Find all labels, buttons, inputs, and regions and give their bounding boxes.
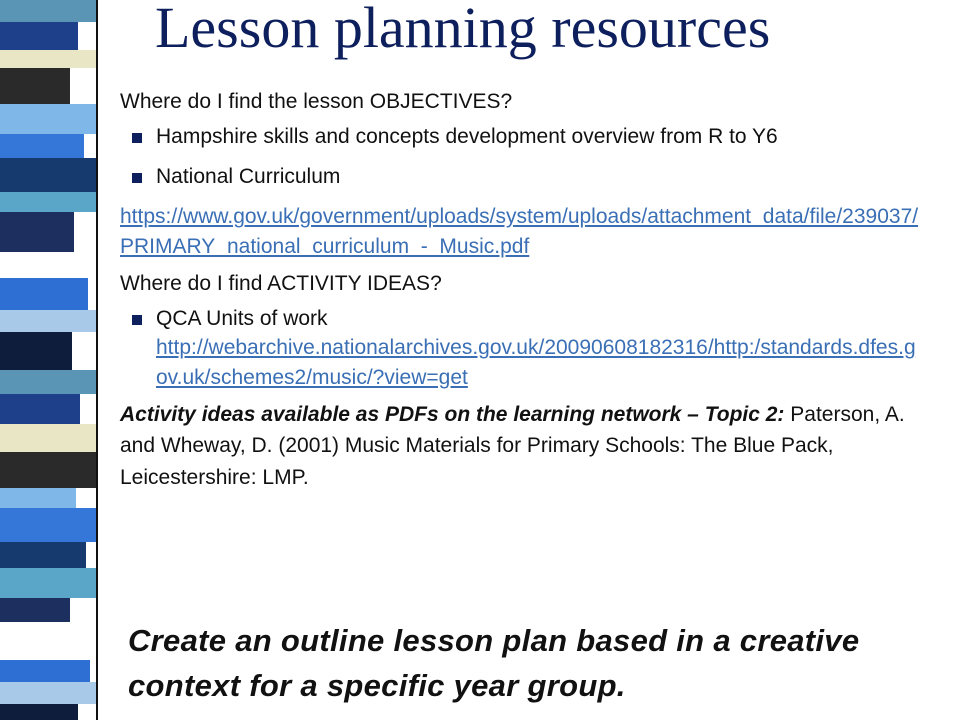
stripe-band [0,424,96,452]
stripe-band [0,50,96,68]
stripe-band [0,278,88,310]
stripe-band [0,192,96,212]
square-bullet-icon [132,173,142,183]
curriculum-link-line [120,202,925,262]
stripe-band [0,332,72,370]
bullet-text: Hampshire skills and concepts development overview from R to Y6 [156,124,778,148]
qca-bullet-item [120,304,925,393]
stripe-band [0,252,96,278]
activity-heading: Where do I find ACTIVITY IDEAS? [120,272,442,295]
stripe-band [0,68,70,104]
slide-body [120,86,925,493]
stripe-band [0,542,86,568]
stripe-band [0,212,74,252]
slide-title: Lesson planning resources [155,0,771,60]
stripe-band [0,158,96,192]
objectives-heading: Where do I find the lesson OBJECTIVES? [120,90,513,113]
stripe-band [0,598,70,622]
bullet-text: National Curriculum [156,164,341,188]
qca-label: QCA Units of work [156,306,328,330]
stripe-band [0,134,84,158]
objectives-bullet-item [120,162,925,192]
stripe-band [0,452,96,488]
stripe-band [0,310,96,332]
pdf-note [120,399,925,494]
qca-link[interactable]: http://webarchive.nationalarchives.gov.uk/20090608182316/http:/standards.dfes.gov.uk/schemes2/music/?view=get [156,336,916,390]
objectives-bullet-item [120,122,925,152]
stripe-band [0,0,96,22]
stripe-band [0,488,76,508]
decorative-stripe [0,0,108,720]
square-bullet-icon [132,133,142,143]
stripe-band [0,104,96,134]
stripe-band [0,370,96,394]
stripe-band [0,22,78,50]
pdf-note-emphasis: Activity ideas available as PDFs on the learning network – Topic 2: [120,402,785,426]
pdf-note-reference: Paterson, A. and Wheway, D. (2001) Music Materials for Primary Schools: The Blue Pack, Leicestershire: LMP. [120,402,905,489]
stripe-band [0,660,90,682]
square-bullet-icon [132,315,142,325]
stripe-band [0,508,96,542]
stripe-band [0,704,78,720]
stripe-band [0,394,80,424]
curriculum-link[interactable]: https://www.gov.uk/government/uploads/system/uploads/attachment_data/file/239037/PRIMARY_national_curriculum_-_Music.pdf [120,205,919,259]
stripe-edge-line [96,0,98,720]
stripe-band [0,622,96,660]
stripe-band [0,682,96,704]
task-instruction: Create an outline lesson plan based in a creative context for a specific year group. [128,623,860,703]
stripe-band [0,568,96,598]
